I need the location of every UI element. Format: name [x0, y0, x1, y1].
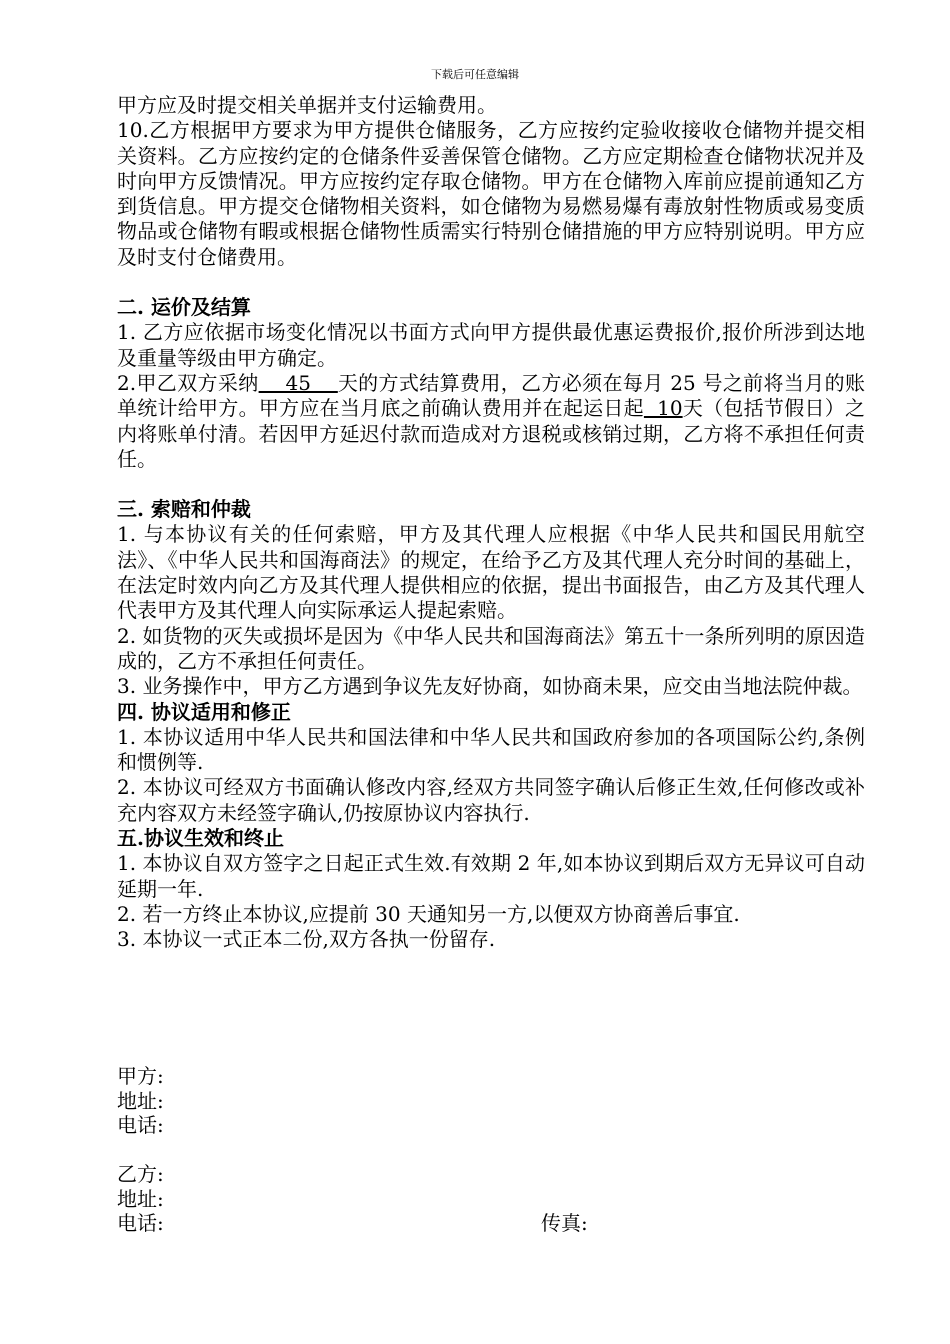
party-a-block	[117, 1064, 817, 1138]
section-2-title: 二. 运价及结算	[117, 295, 251, 320]
page-header: 下载后可任意编辑	[431, 68, 519, 81]
party-b-phone-label: 电话:	[117, 1211, 164, 1235]
clause-5-1: 1. 本协议自双方签字之日起正式生效.有效期 2 年,如本协议到期后双方无异议可自动延期一年.	[117, 851, 865, 901]
clause-10: 10.乙方根据甲方要求为甲方提供仓储服务，乙方应按约定验收接收仓储物并提交相关资料。乙方应按约定的仓储条件妥善保管仓储物。乙方应定期检查仓储物状况并及时向甲方反馈情况。甲方应按约定存取仓储物。甲方在仓储物入库前应提前通知乙方到货信息。甲方提交仓储物相关资料，如仓储物为易燃易爆有毒放射性物质或易变质物品或仓储物有暇或根据仓储物性质需实行特别仓储措施的甲方应特别说明。甲方应及时支付仓储费用。	[117, 118, 865, 269]
clause-2-1: 1. 乙方应依据市场变化情况以书面方式向甲方提供最优惠运费报价,报价所涉到达地及重量等级由甲方确定。	[117, 320, 865, 370]
clause-2-2: 2.甲乙双方采纳 45 天的方式结算费用，乙方必须在每月 25 号之前将当月的账单统计给甲方。甲方应在当月底之前确认费用并在起运日起 10天（包括节假日）之内将账单付清。若因甲方延迟付款而造成对方退税或核销过期，乙方将不承担任何责任。	[117, 370, 865, 471]
party-b-label: 乙方:	[117, 1162, 164, 1186]
clause-4-1: 1. 本协议适用中华人民共和国法律和中华人民共和国政府参加的各项国际公约,条例和惯例等.	[117, 724, 865, 775]
clause-3-1: 1. 与本协议有关的任何索赔，甲方及其代理人应根据《中华人民共和国民用航空法》、《中华人民共和国海商法》的规定，在给予乙方及其代理人充分时间的基础上，在法定时效内向乙方及其代理人提供相应的依据，提出书面报告，由乙方及其代理人代表甲方及其代理人向实际承运人提起索赔。	[117, 522, 865, 623]
party-b-address-label: 地址:	[117, 1186, 164, 1211]
settlement-days-field: 45	[258, 370, 338, 395]
document-body	[117, 93, 865, 953]
clause-3-2: 2. 如货物的灭失或损坏是因为《中华人民共和国海商法》第五十一条所列明的原因造成的，乙方不承担任何责任。	[117, 623, 865, 673]
clause-3-3: 3. 业务操作中，甲方乙方遇到争议先友好协商，如协商未果，应交由当地法院仲裁。	[117, 674, 863, 699]
clause-4-2: 2. 本协议可经双方书面确认修改内容,经双方共同签字确认后修正生效,任何修改或补充内容双方未经签字确认,仍按原协议内容执行.	[117, 775, 865, 825]
section-3-title: 三. 索赔和仲裁	[117, 497, 251, 522]
party-a-address-label: 地址:	[117, 1088, 164, 1113]
paragraph: 甲方应及时提交相关单据并支付运输费用。	[117, 93, 497, 117]
party-a-phone-label: 电话:	[117, 1113, 164, 1137]
section-4-title: 四. 协议适用和修正	[117, 699, 291, 724]
payment-days-field: 10	[643, 396, 683, 421]
party-b-block	[117, 1162, 817, 1236]
party-b-fax-label: 传真:	[541, 1211, 588, 1235]
clause-5-2: 2. 若一方终止本协议,应提前 30 天通知另一方,以便双方协商善后事宜.	[117, 901, 740, 926]
section-5-title: 五.协议生效和终止	[117, 826, 284, 851]
clause-5-3: 3. 本协议一式正本二份,双方各执一份留存.	[117, 927, 496, 952]
party-a-label: 甲方:	[117, 1064, 164, 1088]
party-b-contact-row	[117, 1211, 817, 1236]
